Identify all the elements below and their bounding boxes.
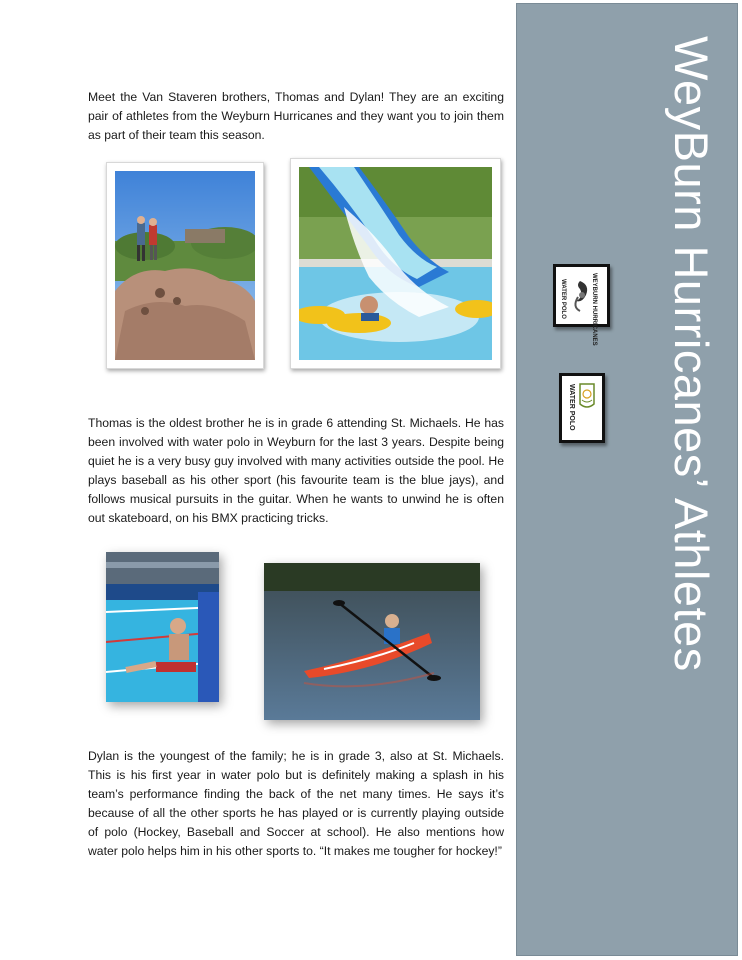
water-polo-logo [559, 373, 605, 443]
logo2-text: WATER POLO [568, 384, 575, 431]
photo-brothers-rocks [106, 162, 264, 369]
water-slide-scene [299, 167, 492, 360]
logo-sub-text: WATER POLO [560, 279, 566, 319]
pool-scene [106, 552, 219, 702]
photo-water-slide [290, 158, 501, 369]
rocks-scene [115, 171, 255, 360]
photo-kayak [264, 563, 480, 720]
intro-paragraph: Meet the Van Staveren brothers, Thomas and Dylan! They are an exciting pair of athletes from the Weyburn Hurricanes and they want you to join them as part of their team this season. [88, 90, 504, 142]
sidebar-title: WeyBurn Hurricanes’ Athletes [665, 36, 718, 672]
kayak-scene [264, 563, 480, 720]
logo-ring-text: WEYBURN HURRICANES [591, 273, 597, 346]
thomas-paragraph: Thomas is the oldest brother he is in grade 6 attending St. Michaels. He has been involved with water polo in Weyburn for the last 3 years. Despite being quiet he is a very busy guy involved with many activities outside the pool. He plays baseball as his other sport (his favourite team is the blue jays), and follows musical pursuits in the guitar. When he wants to unwind he is often out skateboard, on his BMX practicing tricks. [88, 416, 504, 525]
dylan-paragraph: Dylan is the youngest of the family; he is in grade 3, also at St. Michaels. This is his first year in water polo but is definitely making a splash in his team’s performance finding the back of the net many times. He says it’s because of all the other sports he has played or is currently playing outside of polo (Hockey, Baseball and Soccer at school). He also mentions how water polo helps him in his other sports to. “It makes me tougher for hockey!” [88, 749, 504, 858]
hurricanes-logo [553, 264, 610, 346]
photo-pool [106, 552, 219, 702]
